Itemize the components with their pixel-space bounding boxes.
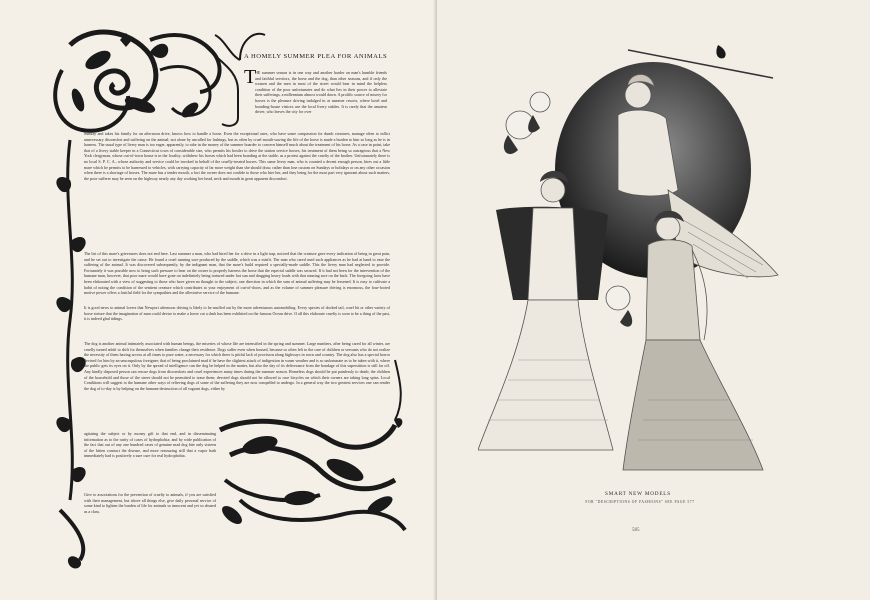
paragraph-1: Sunday and takes his family for an afternoon drive, knows how to handle a horse. Even the exceptional ones, who have some compassion for dumb creatures, manage often to inflict unnecessary discomfort and suffering on the animal; not alone by uncalled for lashings, but as often by cruel mouth-sawing the life of the horse is made a burden to him so long as he is in harness. The usual type of livery man is too eager, apparently, to rake in the money of the summer boarder to concern himself much about the treatment of his horse. As a case in point, take that of a livery stable keeper in a Connecticut town of considerable size, who permits his hostler to drive the station service horses, his treatment of them being so outrageous that a New York clergyman, whose out-of-town house is in the locality, withdrew his horses which had been boarding at the stable, as a protest against the cruelty of the brother. Unfortunately there is no local S. P. C. A., whose authority and service could be invoked in behalf of the cruelly-treated horses. This same livery man, who is counted a decent enough person, hires out a little mare which he permits to be harnessed to vehicles, with carrying capacity of far more weight than she should draw, rather than lose custom on Sundays or holidays or on any other occasion when there is a shortage of horses. The mare has a tender mouth, a fact the owner does not confide to those who hire her, and they being for the most part very ignorant about such matters, the poor sufferer may be seen on the highway nearly any day working her head, neck and mouth in great apparent discomfort. bbox=[84, 131, 390, 181]
paragraph-1-top: HE summer season is in one way and another harder on man's humble friends and faithful servitors, the horse and the dog, than other seasons, and if only the women and the men in most of the street would bear in mind the helpless condition of the poor unfortunates and do what lies in their power to alleviate their sufferings, a millennium almost would dawn. A prolific source of misery for horses is the pleasure driving indulged in at summer resorts, where hotel and boarding-house visitors use the local livery stables. It is rarely that the amateur driver, who leaves the city for over bbox=[255, 70, 387, 115]
flower-icon bbox=[716, 45, 725, 58]
plate-subcaption: FOR "DESCRIPTIONS OF FASHIONS" SEE PAGE 577 bbox=[585, 500, 695, 504]
paragraph-4-end: agitating the subject or by money gift to that end, and in disseminating information as to the rarity of cases of hydrophobia; and by wide publication of the fact that out of any one hundred cases of genuine mad dog bite only sixteen of the bitten contract the disease, and more reassuring still that a vapor bath immediately had is positively a sure cure for real hydrophobia. bbox=[84, 431, 216, 459]
paragraph-3: It is good news to animal lovers that Newport afternoon driving is likely to be snuffed out by the more adventurous automobiling. Every species of docked tail, cruel bit or other variety of horse torture that the imagination of man could devise to make a horse cut a dash has been exhibited on the famous Ocean drive. If all this elaborate cruelty is soon to be a thing of the past, it is indeed glad tidings. bbox=[84, 305, 390, 322]
paragraph-5: Give to associations for the prevention of cruelty to animals, if you are satisfied with their management, but above all things else, give daily personal service of some kind to lighten the burden of life for animals so innocent and yet so abused as a class. bbox=[84, 492, 216, 514]
article-title: A HOMELY SUMMER PLEA FOR ANIMALS bbox=[244, 53, 388, 60]
paragraph-2: The list of this mare's grievances does not end here. Last summer a man, who had hired her for a drive in a light trap, noticed that the creature gave every indication of being in great pain, and he set out to investigate the cause. He found a cruel running sore produced by the saddle, which was a misfit. The man who cared used such appliances as he had at hand to ease the suffering of the animal. It was discovered subsequently, by the indignant man, that the mare's build required a specially-made saddle. This the livery man had neglected to provide. Fortunately it was possible now to bring such pressure to bear on the owner to properly harness the horse that the especial saddle was secured. If it had not been for the intervention of the humane man, however, that poor mare would have gone on indefinitely being tortured under hot sun and dragging heavy loads with that running sore on the back. The foregoing facts have been elaborated with a view of suggesting to those who have given no thought to the subject, one direction in which the sum of animal suffering may be lessened. It is easy to cultivate a habit of noting the condition of the sentient creature which contributes to your enjoyment of out-of-doors, and as the volume of summer pleasure driving is enormous, the four-footed motive power offers a fruitful field for the sympathies and the alleviative service of the humane. bbox=[84, 251, 390, 296]
drop-cap: T bbox=[244, 66, 257, 88]
page-number: 585 bbox=[632, 528, 640, 533]
fashion-plate-illustration bbox=[478, 40, 798, 490]
paragraph-4: The dog is another animal intimately associated with human beings, the miseries of whose life are intensified in the spring and summer. Large numbers, after being cared for all winter, are cruelly turned adrift to shift for themselves when families change their residence. Dogs suffer even when housed, because so often left to the care of children or servants who do not realize the necessity of them having access at all times to pure water, a necessary for which there is pitiful lack of provision along highways in town and country. The dog also has a special horror devised for him by an unscrupulous foreigner; that of being proclaimed mad if he have the slightest attack of indigestion in warm weather and is so unfortunate as to be taken with it, where the public gets its eyes on it. Only by the spread of intelligence can the dog be helped in the matter, but also the day of its deliverance from the bondage of this superstition is still far off. Any kindly disposed person can rescue dogs from discomforts and cruel experiences many times during the summer season. Homeless dogs should be put painlessly to death; the children of the household and those of the street should not be permitted to tease them; devoted dogs should not be allowed to race bicycles on which their owners are taking long spins. Local Conditions will suggest to the humane other ways of relieving dogs of some of the suffering they are now compelled to undergo. In a general way the two greatest services one can render the dog of to-day is by helping on the humane destruction of all vagrant dogs, either by bbox=[84, 341, 390, 391]
figure-left-standing bbox=[478, 171, 613, 450]
plate-caption: SMART NEW MODELS bbox=[605, 491, 671, 497]
